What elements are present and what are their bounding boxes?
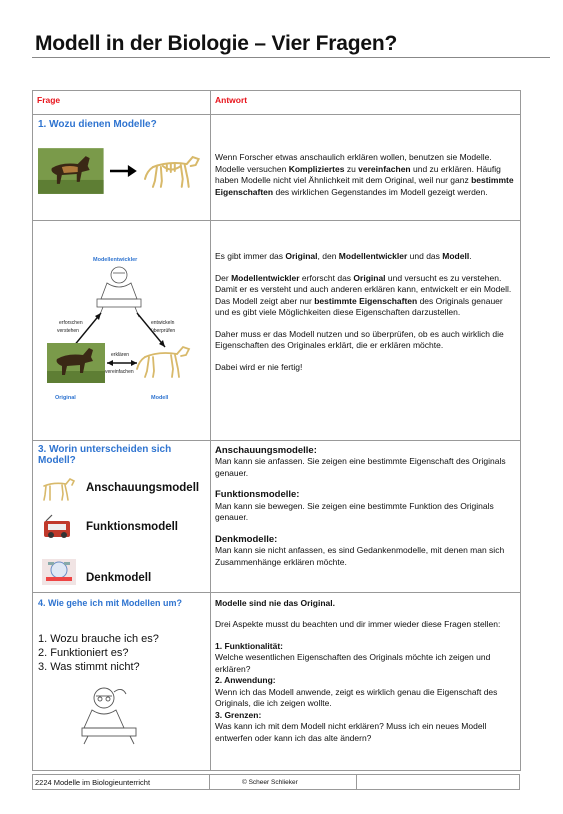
row4-t1: Welche wesentlichen Eigenschaften des Originals möchte ich zeigen und erklären? bbox=[215, 652, 491, 674]
row4-t2: Wenn ich das Modell anwende, zeigt es wirklich genau die Eigenschaft des Originals, die ich zeigen wollte. bbox=[215, 686, 498, 708]
row1-answer bbox=[211, 115, 521, 221]
row3-t3: Man kann sie nicht anfassen, es sind Gedankenmodelle, mit denen man sich Zusammenhänge erklären möchte. bbox=[215, 545, 505, 567]
row3-answer bbox=[211, 440, 521, 592]
skeleton-icon bbox=[38, 475, 78, 503]
row1-question: 1. Wozu dienen Modelle? bbox=[38, 119, 157, 130]
row4-question: 4. Wie gehe ich mit Modellen um? bbox=[38, 597, 182, 608]
row4-list-item: 1. Wozu brauche ich es? bbox=[38, 633, 159, 645]
row4-intro: Drei Aspekte musst du beachten und dir immer wieder diese Fragen stellen: bbox=[215, 619, 501, 629]
footer-copyright: © Scheer Schlieker bbox=[242, 779, 298, 786]
row3-question: 3. Worin unterscheiden sich Modell? bbox=[38, 443, 172, 466]
label-modellentwickler: Modellentwickler bbox=[93, 257, 138, 263]
footer-divider bbox=[209, 775, 210, 789]
row2-diagram-cell bbox=[33, 221, 211, 441]
row3-t1: Man kann sie anfassen. Sie zeigen eine bestimmte Eigenschaft des Originals genauer. bbox=[215, 456, 506, 478]
footer-divider bbox=[356, 775, 357, 789]
row4-h3: 3. Grenzen: bbox=[215, 709, 262, 720]
label-modell: Modell bbox=[151, 395, 169, 401]
skeleton-model-icon bbox=[141, 149, 205, 193]
row1-answer-p1: Wenn Forscher etwas anschaulich erklären wollen, benutzen sie Modelle. bbox=[215, 152, 492, 162]
dog-photo-icon bbox=[38, 148, 104, 194]
row4-t3: Was kann ich mit dem Modell nicht erklären? Muss ich ein neues Modell entwerfen oder kann ich das alte ändern? bbox=[215, 721, 487, 743]
type-label-funktionsmodell: Funktionsmodell bbox=[86, 520, 178, 533]
row2-answer-p4: Dabei wird er nie fertig! bbox=[215, 361, 303, 372]
label-verstehen: verstehen bbox=[57, 328, 79, 334]
header-frage: Frage bbox=[33, 91, 211, 115]
row1-answer-p2: Modelle versuchen Kompliziertes zu vereinfachen und zu erklären. Häufig haben Modelle nicht viel Ähnlichkeit mit dem Original, weil nur ganz bestimmte Eigenschaften des wirklichen Gegenstandes im Modell gezeigt werden. bbox=[215, 163, 514, 197]
questions-table bbox=[32, 90, 521, 771]
scientist-sketch-icon bbox=[97, 267, 141, 317]
row4-h0: Modelle sind nie das Original. bbox=[215, 597, 335, 608]
row3-h3: Denkmodelle: bbox=[215, 533, 278, 545]
label-ueberpruefen: überprüfen bbox=[151, 328, 176, 334]
thinking-scientist-icon bbox=[74, 680, 144, 746]
type-anschauungsmodell bbox=[38, 475, 205, 503]
row3-h2: Funktionsmodelle: bbox=[215, 489, 300, 500]
label-original: Original bbox=[55, 395, 76, 401]
header-antwort: Antwort bbox=[211, 91, 521, 115]
row2-answer-p2: Der Modellentwickler erforscht das Original und versucht es zu verstehen. Damit er es versteht und auch anderen erklären kann, entwickelt er ein Modell. Das Modell zeigt aber nur bestimmte Eigenschaften des Originals genauer und es gibt viele Möglichkeiten diese Eigenschaften darzustellen. bbox=[215, 272, 512, 317]
label-entwickeln: entwickeln bbox=[151, 320, 175, 326]
model-cycle-diagram bbox=[33, 221, 209, 436]
row4-h1: 1. Funktionalität: bbox=[215, 640, 283, 651]
row4-list-item: 3. Was stimmt nicht? bbox=[38, 661, 140, 673]
row2-answer bbox=[211, 221, 521, 441]
footer-left: 2224 Modelle im Biologieunterricht bbox=[35, 778, 151, 787]
row4-question-cell bbox=[33, 592, 211, 770]
row2-answer-p3: Daher muss er das Modell nutzen und so überprüfen, ob es auch wirklich die Eigenschaften des Originales erklärt, die er erklären möchte. bbox=[215, 328, 504, 350]
thought-model-icon bbox=[38, 555, 82, 589]
row3-question-cell bbox=[33, 440, 211, 592]
row4-list bbox=[38, 632, 205, 674]
row1-images bbox=[38, 148, 205, 194]
label-erforschen: erforschen bbox=[59, 320, 83, 326]
label-vereinfachen: vereinfachen bbox=[105, 369, 134, 375]
arrow-right-icon bbox=[108, 161, 138, 181]
row4-h2: 2. Anwendung: bbox=[215, 675, 276, 685]
title-divider bbox=[32, 57, 550, 58]
row4-answer bbox=[211, 592, 521, 770]
row3-t2: Man kann sie bewegen. Sie zeigen eine bestimmte Funktion des Originals genauer. bbox=[215, 500, 494, 522]
label-erklaeren: erklären bbox=[111, 352, 130, 358]
row2-answer-p1: Es gibt immer das Original, den Modellentwickler und das Modell. bbox=[215, 251, 472, 261]
type-denkmodell bbox=[38, 555, 205, 589]
row3-h1: Anschauungsmodelle: bbox=[215, 444, 317, 456]
type-label-denkmodell: Denkmodell bbox=[86, 571, 152, 584]
original-dog-icon bbox=[47, 343, 105, 383]
row4-list-item: 2. Funktioniert es? bbox=[38, 647, 129, 659]
type-label-anschauungsmodell: Anschauungsmodell bbox=[86, 481, 200, 494]
model-skeleton-icon bbox=[137, 347, 189, 377]
row1-question-cell bbox=[33, 115, 211, 221]
type-funktionsmodell bbox=[38, 513, 205, 543]
page-title: Modell in der Biologie – Vier Fragen? bbox=[35, 32, 398, 55]
function-model-icon bbox=[38, 513, 78, 543]
page-footer bbox=[32, 774, 520, 790]
